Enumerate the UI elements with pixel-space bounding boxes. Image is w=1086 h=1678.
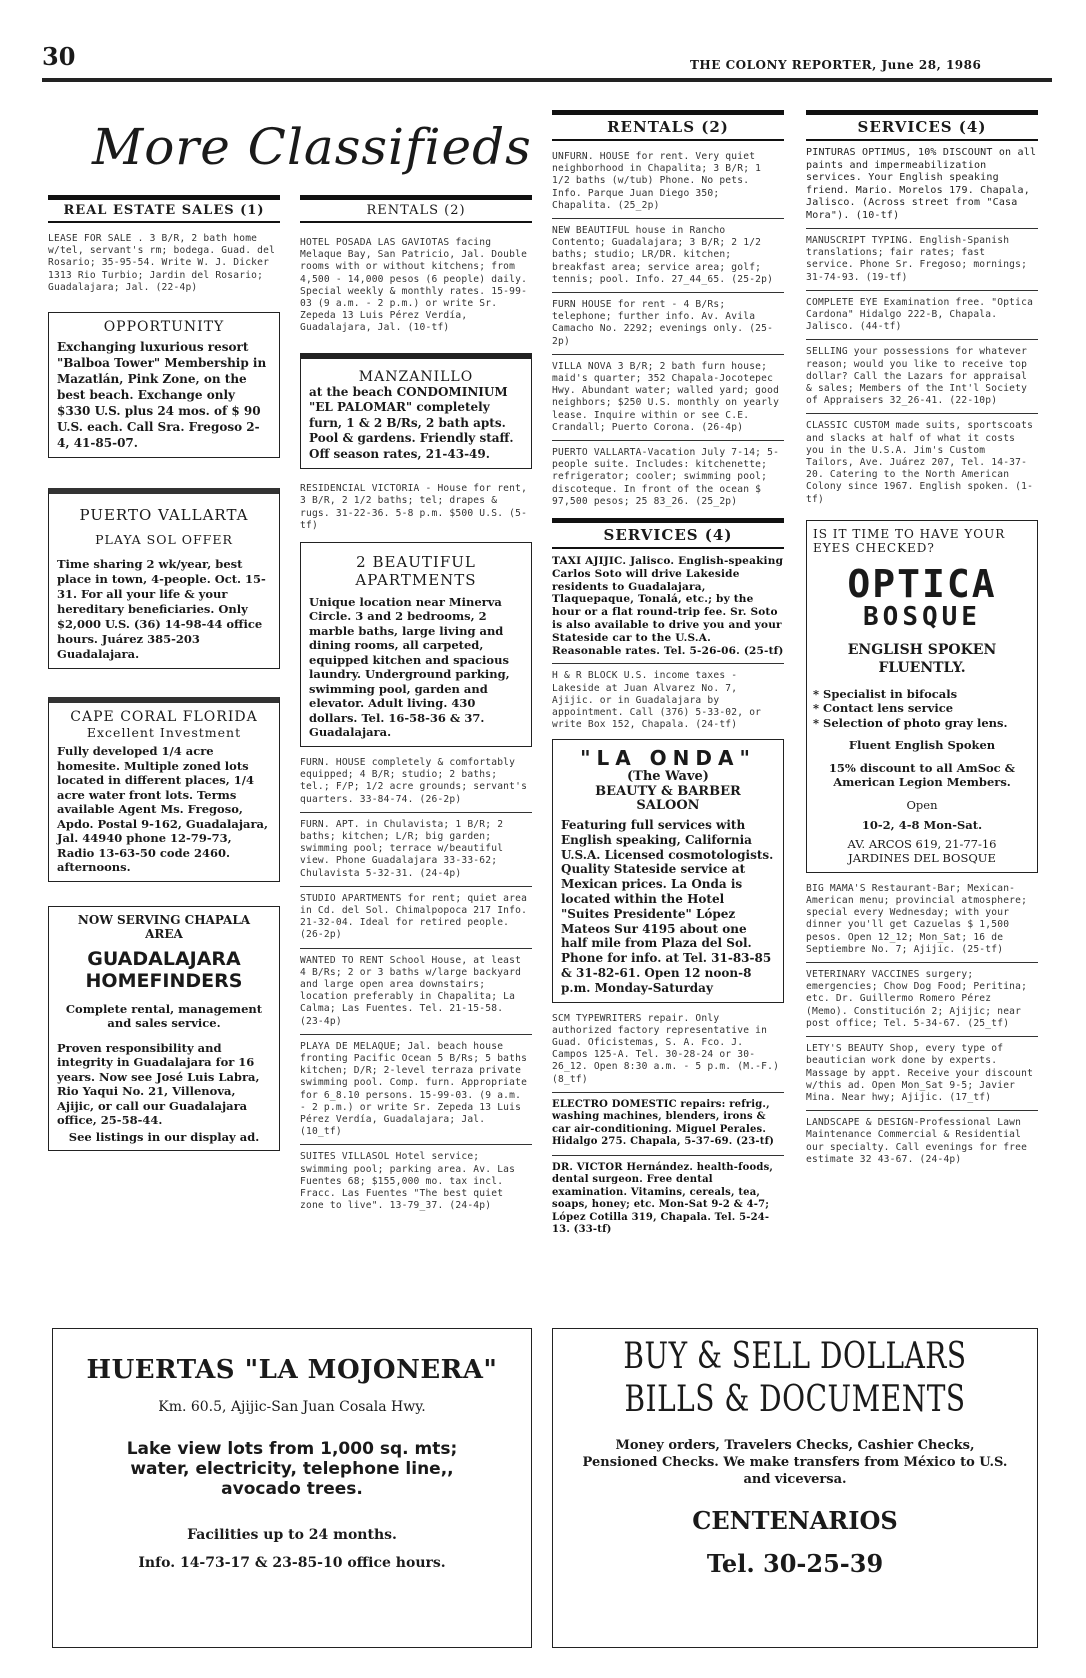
- divider: [552, 218, 784, 219]
- ad-homefinders: [48, 906, 280, 1152]
- ad-lety: LETY'S BEAUTY Shop, every type of beautician work done by experts. Massage by appt. Receive your discount w/this ad. Open Mon_Sat 9-5; Javier Mina. Near hwy; Ajijic. (17_tf): [806, 1043, 1034, 1103]
- ad-title: OPPORTUNITY: [103, 319, 225, 336]
- ad-line: Fluent English Spoken: [848, 738, 996, 753]
- ad-hotel: HOTEL POSADA LAS GAVIOTAS facing Melaque Bay, San Patricio, Jal. Double rooms with or without kitchens; from 4,500 - 14,000 pesos (6 people) daily. Special weekly & monthly rates. 15-99-03 (9 a.m. - 2 p.m.) or write Sr. Zepeda 13 Luis Pérez Verdía, Guadalajara, Jal. (10-tf): [300, 237, 528, 334]
- ad-custom: CLASSIC CUSTOM made suits, sportscoats and slacks at half of what it costs you in the U.S.A. Jim's Custom Tailors, Ave. Juárez 207, Tel. 14-37-20. Catering to the North American Colony since 1967. English spoken. (1-tf): [806, 420, 1034, 505]
- ad-sub: (The Wave): [627, 769, 709, 785]
- masthead: More Classifieds: [92, 118, 532, 176]
- ad-opportunity: [48, 312, 280, 458]
- divider: [552, 354, 784, 355]
- ad-line: avocado trees.: [221, 1479, 363, 1499]
- ad-apartments: [300, 542, 532, 747]
- ad-title: BILLS & DOCUMENTS: [624, 1377, 966, 1420]
- ad-cape-coral: [48, 697, 280, 882]
- section-services: SERVICES (4): [552, 518, 784, 549]
- column-4: [806, 110, 1038, 1172]
- ad-line: Complete rental, management and sales service.: [65, 1001, 263, 1031]
- divider: [552, 1092, 784, 1093]
- divider: [806, 413, 1038, 414]
- ad-body: Money orders, Travelers Checks, Cashier Checks, Pensioned Checks. We make transfers from México to U.S. and viceversa.: [582, 1438, 1008, 1487]
- ad-eye: COMPLETE EYE Examination free. "Optica Cardona" Hidalgo 222-B, Chapala. Jalisco. (44-tf): [806, 296, 1034, 333]
- column-3: [552, 110, 784, 1243]
- ad-new-house: NEW BEAUTIFUL house in Rancho Contento; Guadalajara; 3 B/R; 2 1/2 baths; studio; LR/DR. kitchen; breakfast area; service area; golf; tennis; pool. Info. 27_44_65. (25-2p): [552, 225, 774, 285]
- ad-unfurn: UNFURN. HOUSE for rent. Very quiet neighborhood in Chapalita; 3 B/R; 1 1/2 baths (w/tub) Phone. No pets. Info. Parque Juan Diego 350; Chapalita. (25_2p): [552, 151, 762, 211]
- header-rule: [42, 78, 1052, 82]
- ad-title: CAPE CORAL FLORIDA: [70, 709, 258, 726]
- ad-wanted: WANTED TO RENT School House, at least 4 B/Rs; 2 or 3 baths w/large backyard and large open area downstairs; location preferably in Chapalita; La Calma; Las Fuentes. Tel. 21-15-58. (23-4p): [300, 954, 522, 1027]
- bullet-text: Specialist in bifocals: [823, 686, 958, 701]
- divider: [300, 886, 532, 887]
- ad-victor: DR. VICTOR Hernández. health-foods, dental surgeon. Free dental examination. Vitamins, cereals, tea, soaps, honey; etc. Mon-Sat 9-2 & 4-7; López Cotilla 319, Chapala. Tel. 5-24-13. (33-tf): [552, 1161, 774, 1236]
- ad-body: Unique location near Minerva Circle. 3 and 2 bedrooms, 2 marble baths, large living and dining rooms, all carpeted, equipped kitchen and spacious laundry. Underground parking, swimming pool, garden and elevator. Adult living. 430 dollars. Tel. 16-58-36 & 37. Guadalajara.: [309, 594, 510, 740]
- ad-subtitle: PLAYA SOL OFFER: [95, 532, 233, 548]
- paper-line: THE COLONY REPORTER, June 28, 1986: [690, 58, 982, 72]
- ad-title: 2 BEAUTIFUL: [356, 552, 476, 571]
- ad-lease: LEASE FOR SALE . 3 B/R, 2 bath home w/tel, servant's rm; bodega. Guad. del Rosario; 35-95-54. Write W. J. Dicker 1313 Rio Turbio; Jardin del Rosario; Guadalajara; Jal. (22-4p): [48, 233, 276, 293]
- ad-line: AV. ARCOS 619, 21-77-16: [847, 836, 997, 851]
- ad-subtitle: Excellent Investment: [86, 725, 242, 741]
- ad-la-onda: [552, 739, 784, 1002]
- ad-villa: VILLA NOVA 3 B/R; 2 bath furn house; maid's quarter; 352 Chapala-Jocotepec Hwy. Abundant water; walled yard; good neighbors; $250 U.S. monthly on yearly lease. Inquire within or see C.E. Crandall; Puerto Corona. (26-4p): [552, 360, 780, 433]
- ad-victoria: RESIDENCIAL VICTORIA - House for rent, 3 B/R, 2 1/2 baths; tel; drapes & rugs. 31-22-36. 5-8 p.m. $500 U.S. (5-tf): [300, 483, 528, 531]
- ad-line: Facilities up to 24 months.: [187, 1527, 397, 1543]
- ad-body: Exchanging luxurious resort "Balboa Tower" Membership in Mazatlán, Pink Zone, on the best beach. Exchange only $330 U.S. plus 24 mos. of $ 90 U.S. each. Call Sra. Fregoso 2-4, 41-85-07.: [57, 340, 267, 451]
- ad-furn-apt: FURN. APT. in Chulavista; 1 B/R; 2 baths; kitchen; L/R; big garden; swimming pool; terrace w/beautiful view. Phone Guadalajara 33-33-62; Chulavista 5-32-31. (24-4p): [300, 818, 504, 879]
- section-rentals: RENTALS (2): [300, 195, 532, 223]
- ad-electro: ELECTRO DOMESTIC repairs: refrig., washing machines, blenders, irons & car air-conditioning. Miguel Perales. Hidalgo 275. Chapala, 5-37-69. (23-tf): [552, 1098, 775, 1148]
- divider: [552, 663, 784, 664]
- ad-pinturas: PINTURAS OPTIMUS, 10% DISCOUNT on all paints and impermeabilization services. Your English speaking friend. Mario. Morelos 179. Chapala, Jalisco. (Across street from "Casa Mora"). (10-tf): [806, 147, 1037, 221]
- bullet-item: * Specialist in bifocals: [813, 686, 958, 701]
- ad-body: at the beach CONDOMINIUM "EL PALOMAR" completely furn, 1 & 2 B/Rs, 2 bath apts. Pool & gardens. Friendly staff. Off season rates, 21-43-49.: [309, 384, 514, 461]
- divider: [806, 1036, 1038, 1037]
- ad-manuscript: MANUSCRIPT TYPING. English-Spanish translations; fair rates; fast service. Phone Sr. Fregoso; mornings; 31-74-93. (19-tf): [806, 235, 1028, 283]
- ad-top: NOW SERVING CHAPALA AREA: [77, 912, 251, 942]
- divider: [552, 1155, 784, 1156]
- ad-optica-bosque: [806, 520, 1038, 873]
- ad-selling: SELLING your possessions for whatever reason; would you like to receive top dollar? Call the Lazars for appraisal & sales; Members of the Int'l Society of Appraisers 32_26-41. (22-10p): [806, 346, 1028, 407]
- ad-line: 10-2, 4-8 Mon-Sat.: [861, 818, 983, 833]
- ad-title: PUERTO VALLARTA: [79, 506, 249, 525]
- bullet-text: Contact lens service: [823, 701, 954, 716]
- ad-sub: SALOON: [636, 798, 700, 814]
- ad-landscape: LANDSCAPE & DESIGN-Professional Lawn Maintenance Commercial & Residential our specialty. Call evenings for free estimate 32 43-67. (24-4p): [806, 1117, 1028, 1165]
- ad-line: Proven responsibility and integrity in Guadalajara for 16 years. Now see José Luis Labra, Rio Yaqui No. 21, Villenova, Ajijic, or call our Guadalajara office, 25-58-44.: [57, 1040, 260, 1128]
- section-rentals: RENTALS (2): [552, 110, 784, 141]
- ad-furn-rent: FURN HOUSE for rent - 4 B/Rs; telephone; further info. Av. Avila Camacho No. 2292; evenings only. (25-2p): [552, 299, 774, 347]
- ad-line: ENGLISH SPOKEN FLUENTLY.: [847, 641, 997, 676]
- column-2: [300, 195, 532, 1218]
- ad-huertas: [52, 1328, 532, 1648]
- ad-line: See listings in our display ad.: [68, 1129, 260, 1144]
- ad-line: Lake view lots from 1,000 sq. mts;: [126, 1439, 458, 1459]
- divider: [552, 292, 784, 293]
- ad-melaque: PLAYA DE MELAQUE; Jal. beach house fronting Pacific Ocean 5 B/Rs; 5 baths kitchen; D/R; 2-level terraza private swimming pool. Comp. furn. Appropriate for 6_8.10 persons. 15-99-03. (9 a.m. - 2 p.m.) or write Sr. Zepeda 13 Luis Pérez Verdía, Guadalajara; Jal. (10_tf): [300, 1040, 528, 1138]
- ad-big-mama: BIG MAMA'S Restaurant-Bar; Mexican-American menu; provincial atmosphere; special every Wednesday; with your dinner you'll get Cazuelas $ 1,500 pesos. Open 12_12; Mon_Sat; 16 de Septiembre No. 7; Ajijic. (25-tf): [806, 882, 1028, 955]
- ad-line: Open: [906, 797, 938, 812]
- ad-name: HOMEFINDERS: [85, 969, 243, 992]
- ad-title: HUERTAS "LA MOJONERA": [86, 1355, 498, 1385]
- divider: [300, 1034, 532, 1035]
- ad-furn-house: FURN. HOUSE completely & comfortably equipped; 4 B/R; studio; 2 baths; tel.; F/P; 1/2 acre grounds; servant's quarters. 33-84-74. (26-2p): [300, 756, 528, 805]
- optica-logo: BOSQUE: [863, 601, 981, 632]
- ad-vet: VETERINARY VACCINES surgery; emergencies; Chow Dog Food; Peritina; etc. Dr. Guillermo Romero Pérez (Memo). Constitución 2; Ajijic; near post office; Tel. 5-34-67. (25_tf): [806, 969, 1028, 1029]
- divider: [806, 290, 1038, 291]
- ad-line: Info. 14-73-17 & 23-85-10 office hours.: [138, 1555, 446, 1571]
- ad-manzanillo: [300, 353, 532, 470]
- page-number: 30: [42, 42, 76, 71]
- ad-vallarta-vacation: PUERTO VALLARTA-Vacation July 7-14; 5-people suite. Includes: kitchenette; refrigerator; cooler; swimming pool; discoteque. In front of the ocean $ 97,500 pesos; 25 83_26. (25_2p): [552, 447, 780, 507]
- ad-studio: STUDIO APARTMENTS for rent; quiet area in Cd. del Sol. Chimalpopoca 217 Info. 21-32-04. Ideal for retired people. (26-2p): [300, 892, 528, 941]
- ad-line: 15% discount to all AmSoc & American Legion Members.: [828, 760, 1016, 790]
- ad-scm: SCM TYPEWRITERS repair. Only authorized factory representative in Guad. Oficistemas, S. A. Fco. J. Campos 125-A. Tel. 30-28-24 or 30-26_12. Open 8:30 a.m. - 5 p.m. (M.-F.) (8_tf): [552, 1012, 780, 1085]
- ad-title: "LA ONDA": [580, 746, 756, 771]
- divider: [300, 812, 532, 813]
- ad-phone: Tel. 30-25-39: [706, 1549, 884, 1578]
- ad-title: APARTMENTS: [355, 570, 477, 589]
- ad-puerto-vallarta: [48, 488, 280, 669]
- ad-body: Fully developed 1/4 acre homesite. Multiple zoned lots located in different places, 1/4 acre water front lots. Terms available Agent Ms. Fregoso, Apdo. Postal 9-162, Guadalajara, Jal. 44940 phone 12-79-73, Radio 13-63-50 code 2460. afternoons.: [57, 744, 268, 875]
- ad-body: Time sharing 2 wk/year, best place in town, 4-people. Oct. 15-31. For all your life & your hereditary beneficiaries. Only $2,000 U.S. (36) 14-98-44 office hours. Juárez 385-203 Guadalajara.: [57, 557, 266, 662]
- bullet-item: * Contact lens service: [813, 701, 954, 716]
- divider: [806, 962, 1038, 963]
- ad-sub: BEAUTY & BARBER: [595, 783, 741, 799]
- bullet-text: Selection of photo gray lens.: [823, 715, 1008, 730]
- ad-suites: SUITES VILLASOL Hotel service; swimming pool; parking area. Av. Las Fuentes 68; $155,000 mo. tax incl. Fracc. Las Fuentes "The best quiet zone to live". 13-79_37. (24-4p): [300, 1151, 516, 1212]
- ad-taxi: TAXI AJIJIC. Jalisco. English-speaking Carlos Soto will drive Lakeside residents to Guadalajara, Tlaquepaque, Tonalá, etc.; by the hour or a flat round-trip fee. Sr. Soto is also available to drive you and your Stateside car to the U.S.A. Reasonable rates. Tel. 5-26-06. (25-tf): [552, 555, 784, 657]
- ad-line: JARDINES DEL BOSQUE: [848, 851, 996, 866]
- divider: [552, 440, 784, 441]
- divider: [300, 948, 532, 949]
- ad-body: Featuring full services with English speaking, California U.S.A. Licensed cosmotologists. Quality Stateside service at Mexican prices. La Onda is located within the Hotel "Suites Presidente" López Mateos Sur 4195 about one half mile from Plaza del Sol. Phone for info. at Tel. 31-83-85 & 31-82-61. Open 12 noon-8 p.m. Monday-Saturday: [561, 817, 774, 995]
- ad-name: GUADALAJARA: [87, 947, 241, 970]
- ad-name: CENTENARIOS: [692, 1506, 898, 1535]
- ad-question: IS IT TIME TO HAVE YOUR EYES CHECKED?: [813, 526, 1006, 555]
- ad-title: MANZANILLO: [358, 368, 474, 385]
- divider: [806, 339, 1038, 340]
- section-services: SERVICES (4): [806, 110, 1038, 141]
- divider: [806, 1110, 1038, 1111]
- column-1: [48, 195, 280, 1161]
- divider: [806, 228, 1038, 229]
- ad-hr-block: H & R BLOCK U.S. income taxes - Lakeside at Juan Alvarez No. 7, Ajijic. or in Guadalajara by appointment. Call (376) 5-33-02, or write Box 152, Chapala. (24-tf): [552, 670, 762, 731]
- ad-centenarios: [552, 1328, 1038, 1648]
- ad-line: water, electricity, telephone line,,: [130, 1459, 454, 1479]
- optica-logo: OPTICA: [847, 561, 997, 606]
- divider: [300, 1144, 532, 1145]
- section-real-estate: REAL ESTATE SALES (1): [48, 195, 280, 223]
- bullet-item: * Selection of photo gray lens.: [813, 715, 1008, 730]
- ad-title: BUY & SELL DOLLARS: [623, 1334, 967, 1377]
- ad-line: Km. 60.5, Ajijic-San Juan Cosala Hwy.: [158, 1399, 426, 1415]
